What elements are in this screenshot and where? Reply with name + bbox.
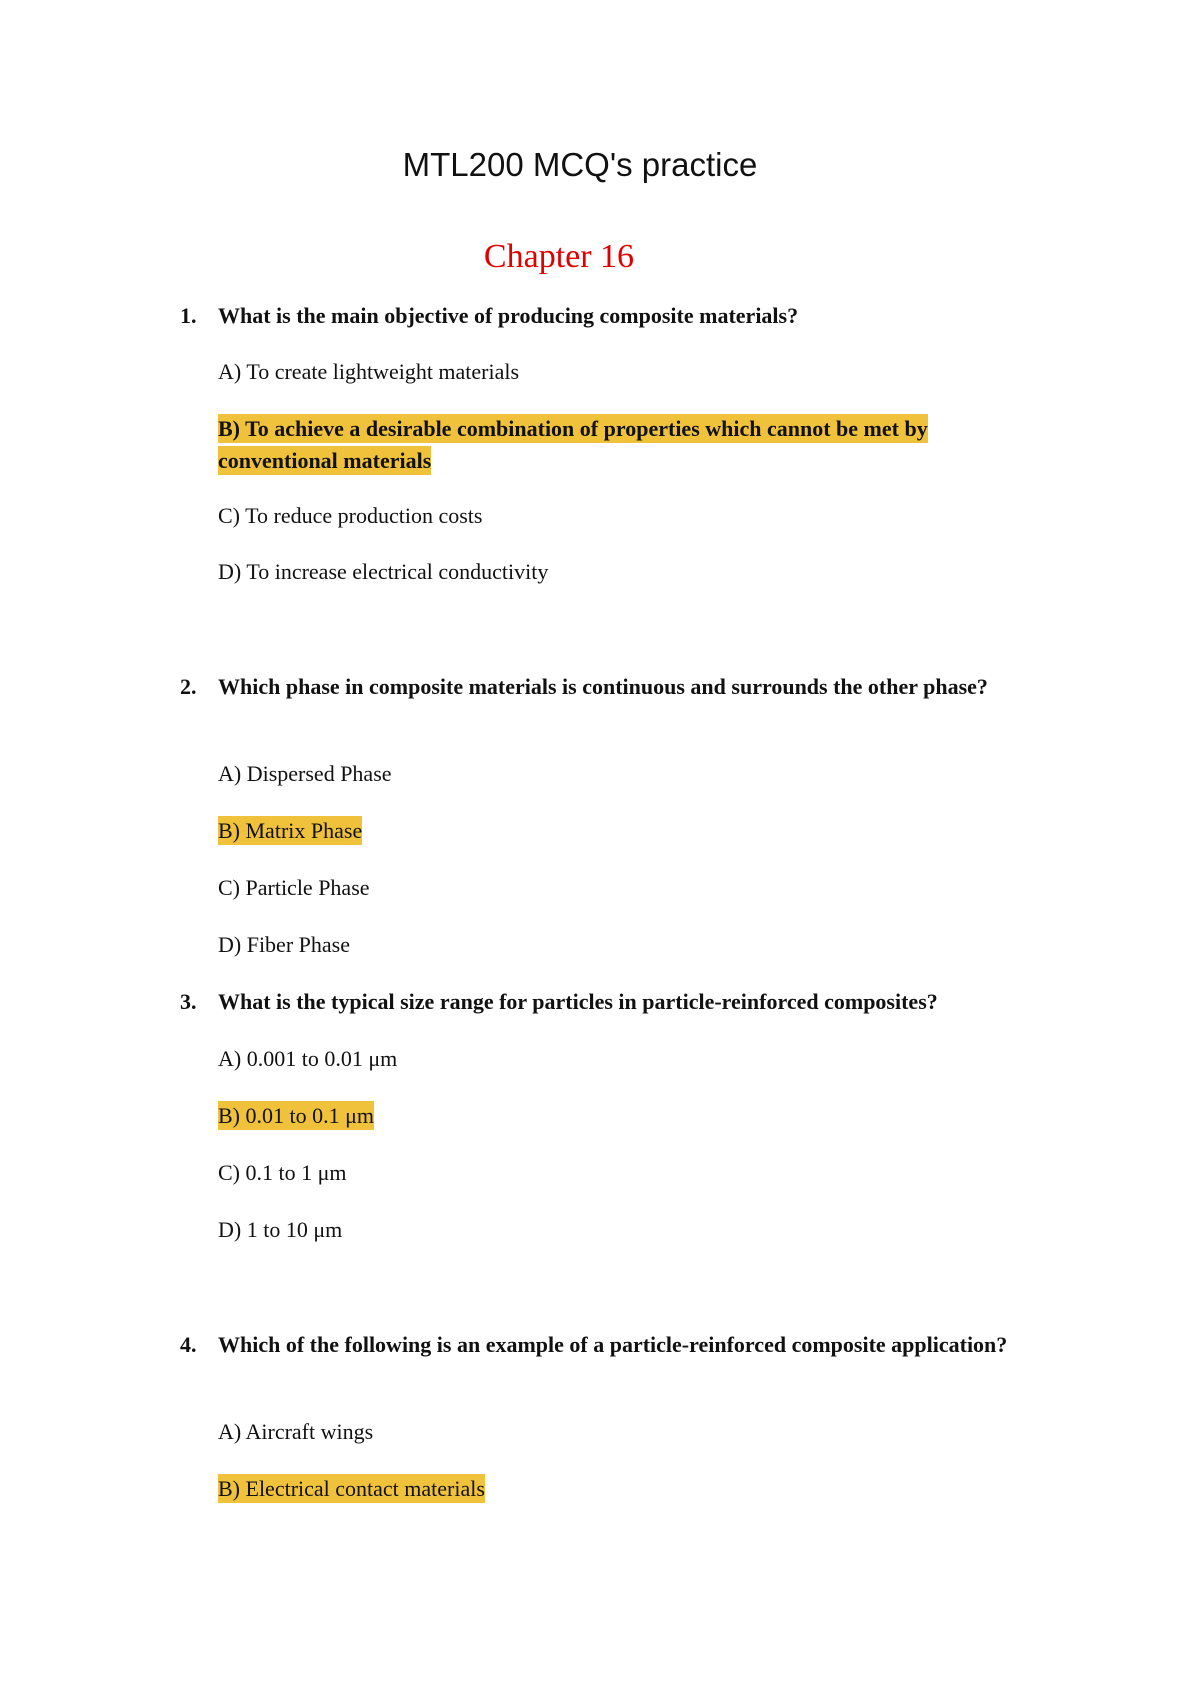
option-b-correct (218, 1473, 1018, 1505)
answer-highlight: B) Matrix Phase (218, 818, 363, 843)
option-c: C) To reduce production costs (218, 503, 483, 528)
option-a: A) Dispersed Phase (218, 761, 392, 786)
question-text: What is the main objective of producing composite materials? (218, 303, 799, 328)
option-c: C) 0.1 to 1 μm (218, 1160, 347, 1185)
option-d: D) Fiber Phase (218, 932, 350, 957)
question-text: What is the typical size range for particles in particle-reinforced composites? (218, 989, 938, 1014)
option-d: D) To increase electrical conductivity (218, 559, 549, 584)
option-a: A) To create lightweight materials (218, 359, 520, 384)
answer-highlight: B) 0.01 to 0.1 μm (218, 1103, 375, 1128)
question-3 (180, 986, 1020, 1018)
option-c: C) Particle Phase (218, 875, 370, 900)
option-b-correct (218, 1100, 1018, 1132)
question-number: 3. (180, 989, 197, 1014)
option-d: D) 1 to 10 μm (218, 1217, 343, 1242)
option-b-correct (218, 413, 1018, 477)
question-2 (180, 671, 1020, 703)
document-title: MTL200 MCQ's practice (402, 146, 758, 183)
question-1 (180, 300, 1020, 332)
answer-highlight: B) To achieve a desirable combination of properties which cannot be met by conventional materials (218, 416, 928, 473)
answer-highlight: B) Electrical contact materials (218, 1476, 485, 1501)
question-number: 4. (180, 1332, 197, 1357)
chapter-heading: Chapter 16 (483, 238, 635, 275)
question-4 (180, 1329, 1020, 1361)
question-text: Which phase in composite materials is continuous and surrounds the other phase? (218, 674, 988, 699)
question-text: Which of the following is an example of a particle-reinforced composite application? (218, 1332, 1008, 1357)
option-a: A) Aircraft wings (218, 1419, 374, 1444)
option-b-correct (218, 815, 1018, 847)
question-number: 2. (180, 674, 197, 699)
option-a: A) 0.001 to 0.01 μm (218, 1046, 398, 1071)
question-number: 1. (180, 303, 197, 328)
